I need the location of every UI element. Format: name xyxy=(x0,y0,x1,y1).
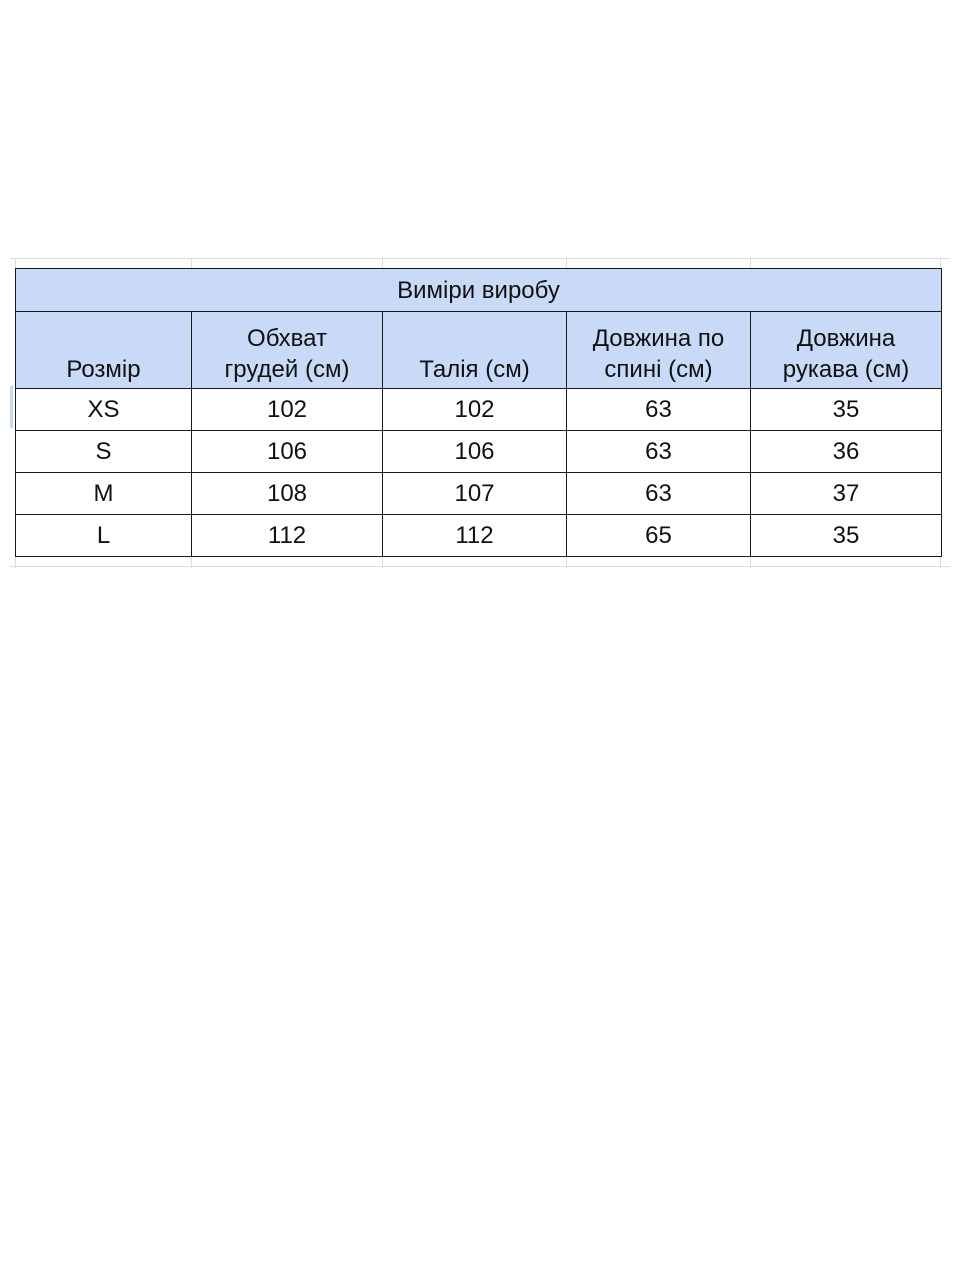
cell-back-length[interactable]: 63 xyxy=(567,431,751,473)
cell-sleeve-length[interactable]: 35 xyxy=(751,389,942,431)
cell-size[interactable]: S xyxy=(16,431,192,473)
cell-size[interactable]: L xyxy=(16,515,192,557)
header-waist[interactable] xyxy=(383,312,567,389)
spreadsheet-area xyxy=(10,258,950,568)
cell-waist[interactable]: 112 xyxy=(383,515,567,557)
table-row xyxy=(16,473,942,515)
cell-waist[interactable]: 107 xyxy=(383,473,567,515)
header-chest-line2: грудей (см) xyxy=(224,356,350,383)
cell-waist[interactable]: 106 xyxy=(383,431,567,473)
header-sleeve-length-line1: Довжина xyxy=(796,325,896,352)
table-row xyxy=(16,431,942,473)
header-chest-line1: Обхват xyxy=(247,325,327,352)
cell-sleeve-length[interactable]: 37 xyxy=(751,473,942,515)
header-back-length[interactable] xyxy=(567,312,751,389)
header-back-length-line1: Довжина по xyxy=(592,325,725,352)
cell-size[interactable]: XS xyxy=(16,389,192,431)
header-size-label: Розмір xyxy=(66,356,141,383)
cell-waist[interactable]: 102 xyxy=(383,389,567,431)
header-size[interactable] xyxy=(16,312,192,389)
table-title[interactable]: Виміри виробу xyxy=(16,269,942,312)
table-row xyxy=(16,389,942,431)
cell-chest[interactable]: 108 xyxy=(192,473,383,515)
title-row xyxy=(16,269,942,312)
cell-chest[interactable]: 112 xyxy=(192,515,383,557)
header-sleeve-length[interactable] xyxy=(751,312,942,389)
cell-size[interactable]: M xyxy=(16,473,192,515)
size-chart-table xyxy=(15,268,942,557)
gridline xyxy=(10,566,950,567)
header-back-length-line2: спині (см) xyxy=(604,356,713,383)
header-waist-label: Талія (см) xyxy=(419,356,530,383)
header-row xyxy=(16,312,942,389)
table-row xyxy=(16,515,942,557)
gridline xyxy=(10,258,950,259)
cell-back-length[interactable]: 63 xyxy=(567,389,751,431)
header-chest[interactable] xyxy=(192,312,383,389)
selected-row-marker xyxy=(10,386,13,428)
header-sleeve-length-line2: рукава (см) xyxy=(782,356,910,383)
cell-chest[interactable]: 106 xyxy=(192,431,383,473)
cell-chest[interactable]: 102 xyxy=(192,389,383,431)
cell-sleeve-length[interactable]: 35 xyxy=(751,515,942,557)
cell-sleeve-length[interactable]: 36 xyxy=(751,431,942,473)
cell-back-length[interactable]: 65 xyxy=(567,515,751,557)
cell-back-length[interactable]: 63 xyxy=(567,473,751,515)
